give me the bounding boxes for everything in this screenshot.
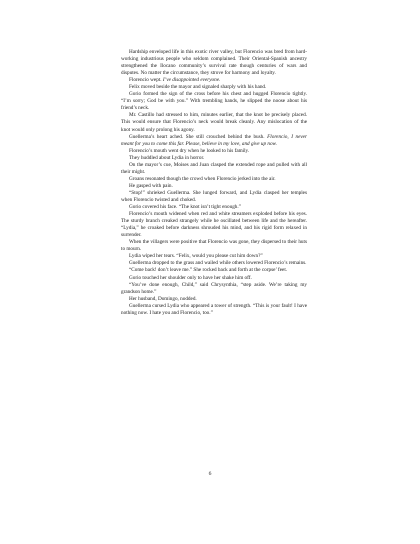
italic-thought: I’ve disappointed everyone. bbox=[162, 77, 221, 84]
paragraph-14: Florencio’s mouth widened when red and white streamers exploded before his eyes. The sturdy branch creaked strangely while he oscillated between life and the hereafter. “Lydia,” he croaked before darkness shrouded his mind, and his rigid form relaxed in surrender. bbox=[121, 211, 307, 239]
paragraph-20: “You’ve done enough, Child,” said Chrysynthia, “step aside. We’re taking my grandson home.” bbox=[121, 281, 307, 295]
paragraph-21: Her husband, Domingo, nodded. bbox=[129, 295, 197, 302]
paragraph-17: Guellerma dropped to the grass and wailed while others lowered Florencio’s remains. bbox=[129, 260, 307, 267]
paragraph-1: Hardship enveloped life in this exotic river valley, but Florencio was bred from hard-working industrious people who seldom complained. Their Oriental-Spanish ancestry strengthened the Ilocano community’s survival rate though centuries of wars and disputes. No matter the circumstance, they strove for harmony and loyalty. bbox=[121, 49, 307, 77]
paragraph-13: Gorio covered his face. “The knot isn’t tight enough.” bbox=[129, 204, 241, 211]
paragraph-15: When the villagers were positive that Florencio was gone, they dispersed to their huts to mourn. bbox=[121, 239, 307, 253]
paragraph-2: Florencio wept. I’ve disappointed everyone. bbox=[129, 77, 221, 84]
paragraph-19: Gorio touched her shoulder only to have her shake him off. bbox=[129, 274, 252, 281]
paragraph-3: Felix moved beside the mayor and signaled sharply with his hand. bbox=[129, 84, 267, 91]
paragraph-11: He gasped with pain. bbox=[129, 182, 173, 189]
page-number: 6 bbox=[208, 471, 212, 477]
body-text bbox=[121, 49, 307, 317]
paragraph-8: They huddled about Lydia in horror. bbox=[129, 154, 205, 161]
paragraph-18: “Come back! don’t leave me.” She rocked back and forth at the corpse’ feet. bbox=[129, 267, 288, 274]
paragraph-4: Gorio formed the sign of the cross before his chest and hugged Florencio tightly. “I’m sorry; God be with you.” With trembling hands, he slipped the noose about his friend’s neck. bbox=[121, 91, 307, 112]
paragraph-7: Florencio’s mouth went dry when he looked to his family. bbox=[129, 147, 250, 154]
paragraph-22: Guellerma cursed Lydia who appeared a tower of strength. “This is your fault! I have nothing now. I hate you and Florencio, too.” bbox=[121, 302, 307, 316]
paragraph-6: Guellerma’s heart ached. She still crouched behind the bush. Florencio, I never meant for you to come this far. Please, believe in my love, and give up now. bbox=[121, 133, 307, 147]
paragraph-9: On the mayor’s cue, Moises and Juan clasped the extended rope and pulled with all their might. bbox=[121, 161, 307, 175]
italic-thought: Florencio, I never meant for you to come this far. Please, believe in my love, and give up now. bbox=[121, 133, 307, 147]
paragraph-5: Mr. Castillo had stressed to him, minutes earlier, that the knot be precisely placed. This would ensure that Florencio’s neck would break cleanly. Any mislocation of the knot would only prolong his agony. bbox=[121, 112, 307, 133]
paragraph-10: Groans resonated though the crowd when Florencio jerked into the air. bbox=[129, 175, 276, 182]
paragraph-16: Lydia wiped her tears. “Felix, would you please cut him down?” bbox=[129, 253, 263, 260]
paragraph-12: “Stop!” shrieked Guellerma. She lunged forward, and Lydia clasped her temples when Florencio twisted and choked. bbox=[121, 189, 307, 203]
